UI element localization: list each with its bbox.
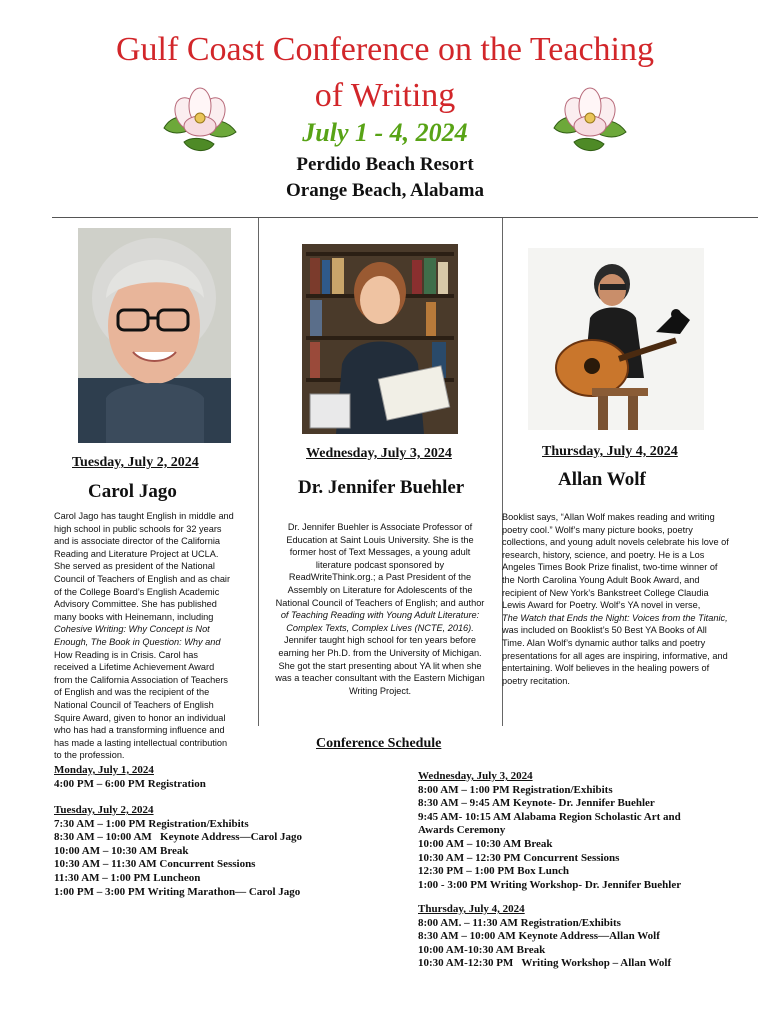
bio-line: National Council of Teachers of English; and author bbox=[275, 597, 485, 608]
bio-line: many books with Heinemann, including bbox=[54, 611, 214, 622]
schedule-item: 8:00 AM. – 11:30 AM Registration/Exhibits bbox=[418, 916, 621, 929]
wolf-day-label: Thursday, July 4, 2024 bbox=[542, 444, 678, 459]
bio-line: poetry recitation. bbox=[502, 675, 570, 686]
schedule-item: 1:00 PM – 3:00 PM Writing Marathon— Carol Jago bbox=[54, 885, 301, 898]
buehler-day-label: Wednesday, July 3, 2024 bbox=[306, 446, 452, 461]
bio-line: poetry cool.” Wolf’s many picture books, poetry bbox=[502, 524, 693, 535]
allan-wolf-photo bbox=[528, 248, 704, 430]
magnolia-flower-right-icon bbox=[548, 84, 632, 156]
bio-line: was a teacher consultant with the Eastern Michigan bbox=[275, 673, 485, 684]
carol-jago-photo bbox=[78, 228, 231, 443]
jennifer-buehler-photo bbox=[302, 244, 458, 434]
bio-line: has made a lasting intellectual contribution bbox=[54, 737, 228, 748]
bio-line: who has had a transforming influence and bbox=[54, 725, 225, 736]
venue-name: Perdido Beach Resort bbox=[296, 154, 474, 175]
bio-line: Booklist says, “Allan Wolf makes reading and writing bbox=[502, 512, 715, 522]
bio-line: entertaining. Wolf believes in the healing powers of bbox=[502, 663, 710, 674]
schedule-item: 1:00 - 3:00 PM Writing Workshop- Dr. Jennifer Buehler bbox=[418, 878, 682, 891]
bio-line: Jennifer taught high school for ten years before bbox=[283, 635, 477, 646]
schedule-day-heading: Thursday, July 4, 2024 bbox=[418, 903, 525, 915]
schedule-item: 4:00 PM – 6:00 PM Registration bbox=[54, 777, 206, 790]
buehler-name: Dr. Jennifer Buehler bbox=[298, 477, 465, 498]
header-divider bbox=[52, 217, 758, 218]
wolf-bio bbox=[502, 511, 742, 687]
bio-line: the North Carolina Young Adult Book Award, and bbox=[502, 574, 700, 585]
schedule-item: 10:00 AM – 10:30 AM Break bbox=[418, 837, 553, 850]
bio-line: Writing Project. bbox=[348, 685, 412, 696]
bio-line: Assembly on Literature for Adolescents of the bbox=[287, 584, 473, 595]
bio-line: literature podcast sponsored by bbox=[315, 559, 445, 570]
schedule-item: 10:30 AM – 11:30 AM Concurrent Sessions bbox=[54, 858, 256, 871]
bio-line: Advisory Committee. She has published bbox=[54, 599, 217, 610]
venue-location: Orange Beach, Alabama bbox=[286, 180, 484, 201]
schedule-tuesday bbox=[54, 804, 414, 899]
schedule-item: 12:30 PM – 1:00 PM Box Lunch bbox=[418, 865, 569, 878]
schedule-day-heading: Tuesday, July 2, 2024 bbox=[54, 804, 154, 816]
schedule-item: 10:30 AM-12:30 PM Writing Workshop – Allan Wolf bbox=[418, 957, 672, 970]
bio-line: to the profession. bbox=[54, 750, 125, 761]
schedule-item: 8:30 AM – 9:45 AM Keynote- Dr. Jennifer Buehler bbox=[418, 797, 655, 810]
bio-line: ReadWriteThink.org.; a Past President of the bbox=[288, 572, 472, 583]
bio-line: Squire Award, given to honor an individual bbox=[54, 712, 226, 723]
bio-line: and is associate director of the California bbox=[54, 536, 220, 547]
bio-line: She got the start presenting about YA lit when she bbox=[278, 660, 482, 671]
buehler-bio bbox=[258, 521, 502, 697]
schedule-day-heading: Wednesday, July 3, 2024 bbox=[418, 770, 533, 782]
bio-line: of the College Board’s English Academic bbox=[54, 586, 220, 597]
schedule-item: 10:30 AM – 12:30 PM Concurrent Sessions bbox=[418, 851, 620, 864]
conference-title-line1: Gulf Coast Conference on the Teaching bbox=[116, 31, 654, 68]
schedule-item: 8:30 AM – 10:00 AM Keynote Address—Carol Jago bbox=[54, 831, 302, 844]
bio-line: Council of Teachers of English and as chair bbox=[54, 573, 231, 584]
bio-line: earning her Ph.D. from the University of Michigan. bbox=[278, 647, 482, 658]
schedule-monday bbox=[54, 764, 394, 791]
bio-line: high school in public schools for 32 years bbox=[54, 523, 222, 534]
bio-line: Enough, The Book in Question: Why and bbox=[54, 636, 221, 647]
schedule-item: 8:30 AM – 10:00 AM Keynote Address—Allan Wolf bbox=[418, 930, 660, 943]
schedule-item: 10:00 AM – 10:30 AM Break bbox=[54, 844, 189, 857]
schedule-item: 8:00 AM – 1:00 PM Registration/Exhibits bbox=[418, 783, 613, 796]
schedule-thursday bbox=[418, 903, 758, 971]
bio-line: How Reading is in Crisis. Carol has bbox=[54, 649, 198, 660]
schedule-item: 11:30 AM – 1:00 PM Luncheon bbox=[54, 871, 201, 884]
bio-line: presentations for all ages are inspiring, informative, and bbox=[502, 650, 728, 661]
bio-line: Cohesive Writing: Why Concept is Not bbox=[54, 624, 210, 635]
jago-name: Carol Jago bbox=[88, 481, 177, 502]
schedule-day-heading: Monday, July 1, 2024 bbox=[54, 764, 154, 776]
jago-day-label: Tuesday, July 2, 2024 bbox=[72, 455, 199, 470]
bio-line: of English and was the recipient of the bbox=[54, 687, 210, 698]
bio-line: from the California Association of Teachers bbox=[54, 674, 228, 685]
bio-line: Lewis Award for Poetry. Wolf’s YA novel in verse, bbox=[502, 600, 701, 611]
bio-line: was included on Booklist’s 50 Best YA Books of All bbox=[502, 625, 707, 636]
wolf-name: Allan Wolf bbox=[558, 469, 646, 490]
bio-line: collections, and young adult novels celebrate his love of bbox=[502, 537, 729, 548]
bio-line: Dr. Jennifer Buehler is Associate Professor of bbox=[287, 522, 473, 532]
conference-dates: July 1 - 4, 2024 bbox=[302, 118, 468, 147]
schedule-wednesday bbox=[418, 770, 758, 892]
bio-line: Reading and Literature Project at UCLA. bbox=[54, 548, 219, 559]
schedule-item: 10:00 AM-10:30 AM Break bbox=[418, 943, 546, 956]
bio-line: The Watch that Ends the Night: Voices from the Titanic, bbox=[502, 612, 728, 623]
schedule-title: Conference Schedule bbox=[316, 736, 442, 751]
bio-line: received a Lifetime Achievement Award bbox=[54, 662, 215, 673]
schedule-item: Awards Ceremony bbox=[418, 824, 506, 837]
bio-line: Carol Jago has taught English in middle and bbox=[54, 511, 234, 521]
bio-line: Education at Saint Louis University. She is the bbox=[286, 534, 474, 545]
bio-line: former host of Text Messages, a young adult bbox=[289, 547, 471, 558]
bio-line: Angeles Times Book Prize finalist, two-time winner of bbox=[502, 562, 718, 573]
magnolia-flower-left-icon bbox=[158, 84, 242, 156]
schedule-item: 9:45 AM- 10:15 AM Alabama Region Scholastic Art and bbox=[418, 810, 681, 823]
bio-line: Complex Texts, Complex Lives (NCTE, 2016). bbox=[286, 622, 474, 633]
bio-line: National Council of Teachers of English bbox=[54, 699, 214, 710]
bio-line: recipient of New York’s Bankstreet College Claudia bbox=[502, 587, 709, 598]
bio-line: of Teaching Reading with Young Adult Literature: bbox=[280, 610, 480, 621]
bio-line: Time. Alan Wolf’s dynamic author talks and poetry bbox=[502, 637, 706, 648]
jago-bio bbox=[54, 510, 254, 762]
conference-title-line2: of Writing bbox=[314, 77, 456, 114]
bio-line: research, history, science, and poetry. He is a Los bbox=[502, 549, 705, 560]
schedule-item: 7:30 AM – 1:00 PM Registration/Exhibits bbox=[54, 817, 249, 830]
bio-line: She served as president of the National bbox=[54, 561, 215, 572]
